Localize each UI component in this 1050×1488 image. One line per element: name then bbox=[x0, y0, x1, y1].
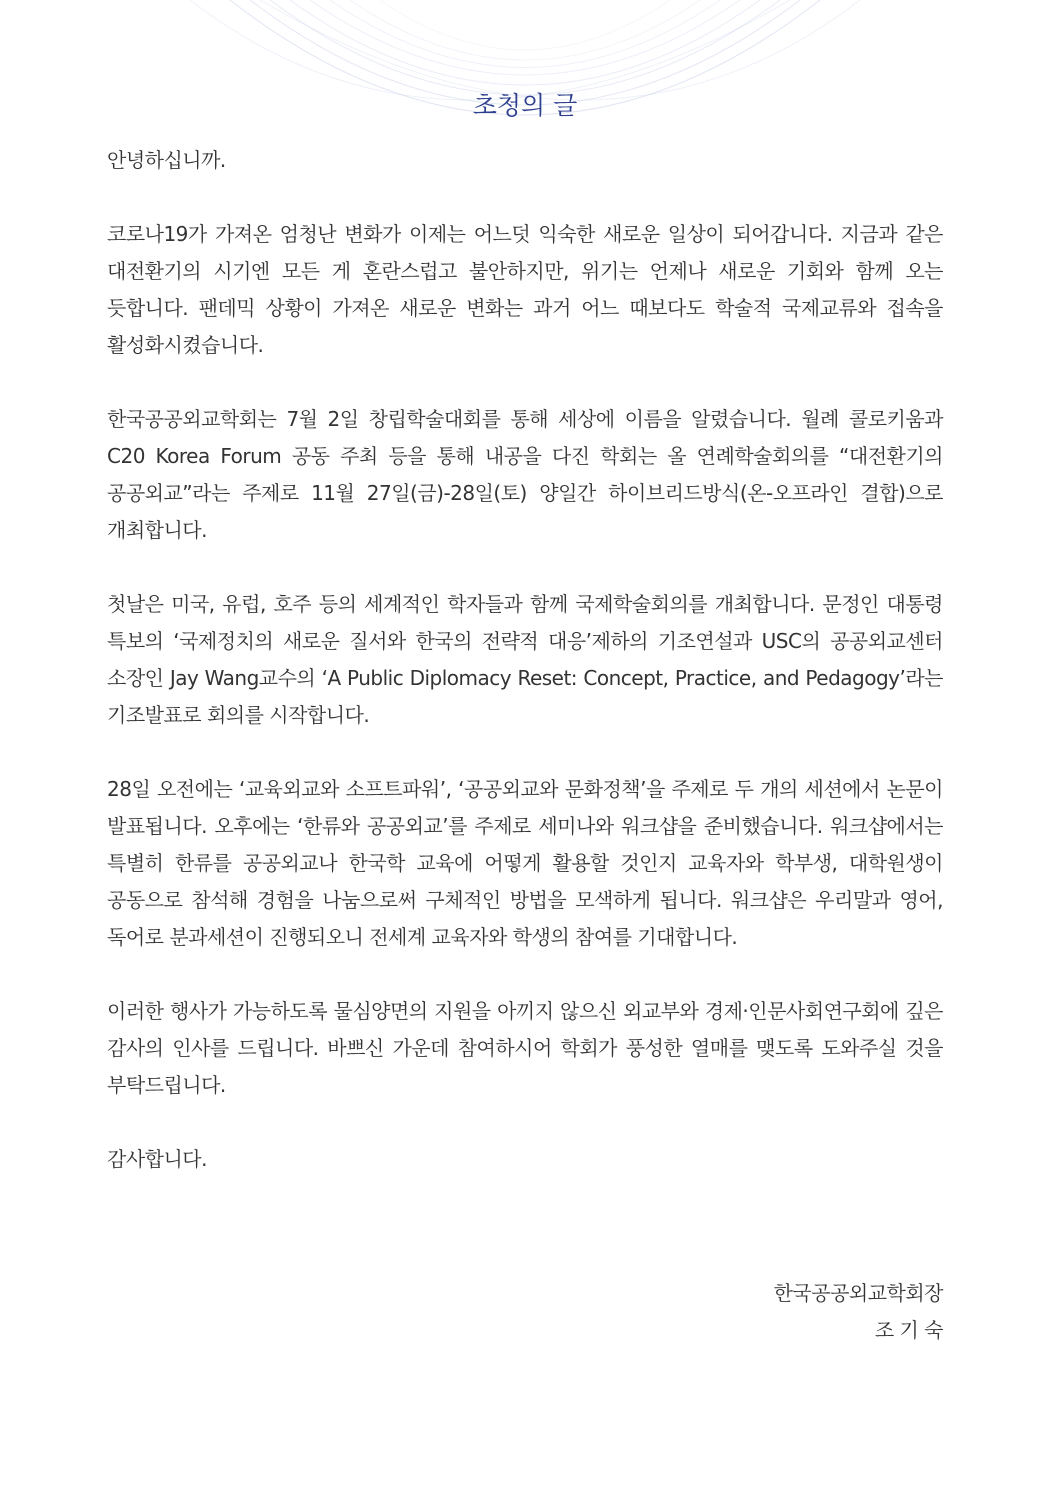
paragraph-second-day: 28일 오전에는 ‘교육외교와 소프트파워’, ‘공공외교와 문화정책’을 주제로 두 개의 세션에서 논문이 발표됩니다. 오후에는 ‘한류와 공공외교’를 주제로 세미나와 워크샵을 준비했습니다. 워크샵에서는 특별히 한류를 공공외교나 한국학 교육에 어떻게 활용할 것인지 교육자와 학부생, 대학원생이 공동으로 참석해 경험을 나눔으로써 구체적인 방법을 모색하게 됩니다. 워크샵은 우리말과 영어, 독어로 분과세션이 진행되오니 전세계 교육자와 학생의 참여를 기대합니다. bbox=[107, 777, 943, 949]
paragraph-thanks: 이러한 행사가 가능하도록 물심양면의 지원을 아끼지 않으신 외교부와 경제·인문사회연구회에 깊은 감사의 인사를 드립니다. 바쁘신 가운데 참여하시어 학회가 풍성한 열매를 맺도록 도와주실 것을 부탁드립니다. bbox=[107, 999, 943, 1097]
paragraph-first-day: 첫날은 미국, 유럽, 호주 등의 세계적인 학자들과 함께 국제학술회의를 개최합니다. 문정인 대통령 특보의 ‘국제정치의 새로운 질서와 한국의 전략적 대응’제하의 기조연설과 USC의 공공외교센터 소장인 Jay Wang교수의 ‘A Public Diplomacy Reset: Concept, Practice, and Pedagogy’라는 기조발표로 회의를 시작합니다. bbox=[107, 592, 943, 727]
page-title: 초청의 글 bbox=[472, 91, 578, 120]
signature-position: 한국공공외교학회장 bbox=[773, 1281, 943, 1305]
signature-block bbox=[774, 1275, 943, 1349]
decorative-arcs bbox=[0, 0, 1050, 160]
paragraph-covid: 코로나19가 가져온 엄청난 변화가 이제는 어느덧 익숙한 새로운 일상이 되어갑니다. 지금과 같은 대전환기의 시기엔 모든 게 혼란스럽고 불안하지만, 위기는 언제나 새로운 기회와 함께 오는 듯합니다. 팬데믹 상황이 가져온 새로운 변화는 과거 어느 때보다도 학술적 국제교류와 접속을 활성화시켰습니다. bbox=[107, 222, 943, 357]
signature-name: 조 기 숙 bbox=[874, 1318, 943, 1342]
letter-body bbox=[107, 142, 943, 1215]
closing: 감사합니다. bbox=[107, 1147, 207, 1171]
greeting: 안녕하십니까. bbox=[107, 148, 226, 172]
paragraph-conference: 한국공공외교학회는 7월 2일 창립학술대회를 통해 세상에 이름을 알렸습니다. 월례 콜로키움과 C20 Korea Forum 공동 주최 등을 통해 내공을 다진 학회는 올 연례학술회의를 “대전환기의 공공외교”라는 주제로 11월 27일(금)-28일(토) 양일간 하이브리드방식(온-오프라인 결합)으로 개최합니다. bbox=[107, 407, 943, 542]
